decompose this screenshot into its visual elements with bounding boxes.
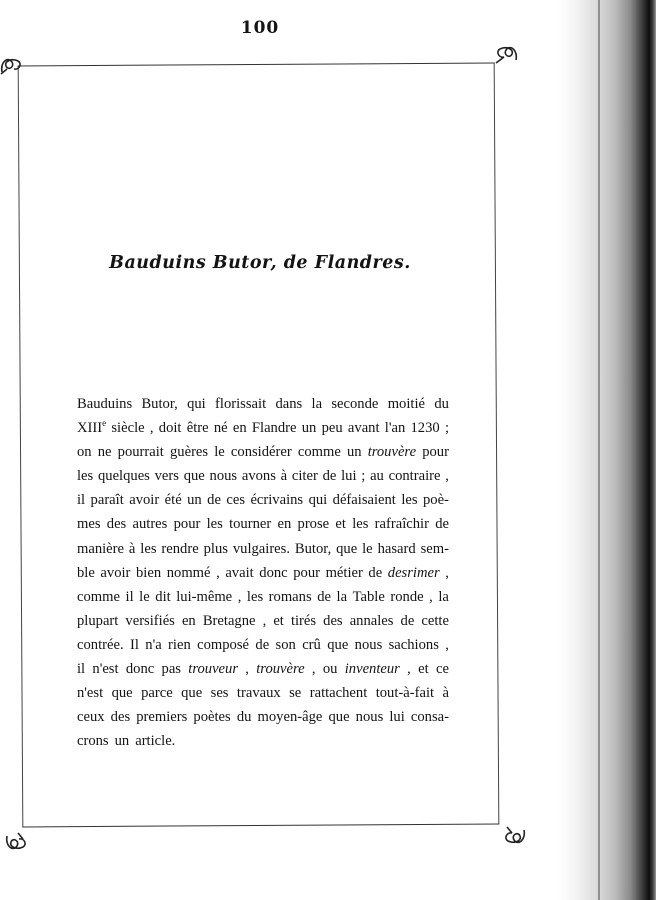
word: avons bbox=[241, 468, 276, 485]
word: trouvère bbox=[256, 661, 305, 678]
text-line bbox=[77, 585, 449, 609]
word: un bbox=[301, 420, 317, 437]
word: guères bbox=[170, 444, 209, 461]
word: ; bbox=[444, 420, 449, 437]
superscript: e bbox=[102, 418, 107, 429]
word: ces bbox=[226, 492, 245, 509]
text-line bbox=[77, 705, 449, 729]
word: romans bbox=[268, 588, 312, 605]
text-line bbox=[77, 440, 449, 464]
word: comme bbox=[77, 588, 120, 605]
word: à bbox=[128, 540, 136, 557]
word: rattachent bbox=[309, 685, 368, 702]
word: premiers bbox=[136, 709, 188, 726]
word: nous bbox=[354, 636, 383, 653]
word: , bbox=[216, 564, 220, 581]
word: de bbox=[368, 564, 383, 581]
word: de bbox=[435, 516, 449, 533]
word: à bbox=[280, 468, 288, 485]
text-line bbox=[77, 537, 449, 561]
word: qui bbox=[187, 396, 206, 412]
word: siècle bbox=[111, 420, 145, 437]
word: de bbox=[400, 612, 415, 629]
word: être bbox=[186, 420, 209, 437]
word: rendre bbox=[161, 540, 199, 557]
text-line bbox=[77, 633, 449, 657]
text-line bbox=[77, 729, 449, 753]
word: ou bbox=[322, 661, 338, 678]
word: autres bbox=[132, 516, 168, 533]
word: il bbox=[77, 492, 86, 509]
word: de bbox=[255, 636, 270, 653]
word: Butor, bbox=[141, 396, 178, 412]
word: lui-même bbox=[176, 588, 233, 605]
floral-knot-icon bbox=[494, 40, 520, 66]
word: du bbox=[236, 709, 252, 726]
word: de bbox=[317, 588, 331, 605]
word: ses bbox=[210, 685, 229, 702]
word: que bbox=[183, 468, 205, 485]
word: poètes bbox=[193, 709, 231, 726]
word: pas bbox=[161, 661, 181, 678]
word: trouveur bbox=[188, 661, 238, 678]
word: , bbox=[429, 588, 433, 605]
word: Bretagne bbox=[202, 612, 256, 629]
word: vulgaires. bbox=[232, 540, 290, 557]
word: en bbox=[232, 420, 247, 437]
word: qui bbox=[308, 492, 328, 509]
word: quelques bbox=[97, 468, 150, 485]
word: pour bbox=[422, 444, 449, 461]
word: composé bbox=[197, 636, 250, 653]
word: manière bbox=[77, 540, 124, 557]
text-line bbox=[77, 561, 449, 585]
word: que bbox=[327, 636, 349, 653]
word: et bbox=[418, 661, 429, 678]
word: le bbox=[139, 588, 150, 605]
word: avoir bbox=[129, 492, 160, 509]
word: poè- bbox=[422, 492, 449, 509]
page-number: 100 bbox=[240, 18, 280, 38]
word: Table bbox=[352, 588, 385, 605]
word: que bbox=[328, 709, 350, 726]
word: rafraîchir bbox=[374, 516, 429, 533]
page-gutter-line bbox=[598, 0, 600, 900]
word: , bbox=[445, 564, 449, 581]
word: Il bbox=[129, 636, 139, 653]
word: nommé bbox=[166, 564, 211, 581]
word: parce bbox=[141, 685, 173, 702]
word: métier bbox=[325, 564, 363, 581]
word: que bbox=[181, 685, 203, 702]
word: le bbox=[362, 540, 373, 557]
floral-knot-icon bbox=[3, 830, 29, 856]
word: nous bbox=[355, 709, 384, 726]
text-line bbox=[77, 416, 449, 440]
word: les bbox=[77, 468, 94, 485]
word: , bbox=[149, 420, 154, 437]
chapter-title: Bauduins Butor, de Flandres. bbox=[109, 253, 411, 273]
word: les bbox=[401, 492, 418, 509]
word: ble bbox=[77, 564, 95, 581]
text-line bbox=[77, 488, 449, 512]
word: sachions bbox=[388, 636, 439, 653]
word: moitié bbox=[387, 396, 425, 412]
word: , bbox=[245, 661, 249, 678]
word: rien bbox=[168, 636, 191, 653]
word: , bbox=[311, 661, 316, 678]
word: considérer bbox=[230, 444, 292, 461]
word: peu bbox=[321, 420, 343, 437]
word: contrée. bbox=[77, 636, 124, 653]
word: de bbox=[207, 492, 221, 509]
word: desrimer bbox=[387, 564, 440, 581]
word: pourrait bbox=[117, 444, 164, 461]
word: en bbox=[277, 516, 292, 533]
word: Bauduins bbox=[77, 396, 133, 412]
word: , bbox=[237, 588, 242, 605]
word: n'a bbox=[145, 636, 162, 653]
word: crons bbox=[77, 733, 109, 750]
word: seconde bbox=[331, 396, 379, 412]
word: des bbox=[323, 612, 343, 629]
word: avait bbox=[225, 564, 254, 581]
word: ceux bbox=[77, 709, 105, 726]
body-paragraph bbox=[77, 392, 449, 753]
word: , bbox=[407, 661, 411, 678]
word: versifiés bbox=[125, 612, 175, 629]
word: on bbox=[77, 444, 92, 461]
word: crû bbox=[302, 636, 321, 653]
word: bien bbox=[136, 564, 162, 581]
word: le bbox=[214, 444, 225, 461]
text-line bbox=[77, 657, 449, 681]
word: mes bbox=[77, 516, 101, 533]
text-line bbox=[77, 512, 449, 536]
word: trouvère bbox=[367, 444, 417, 461]
word: un bbox=[187, 492, 202, 509]
word: lui bbox=[389, 709, 405, 726]
word: citer bbox=[291, 468, 318, 485]
word: avoir bbox=[100, 564, 131, 581]
word: , bbox=[262, 612, 267, 629]
word: les bbox=[352, 516, 369, 533]
word: sem- bbox=[420, 540, 449, 557]
word: comme bbox=[297, 444, 341, 461]
word: florissait bbox=[215, 396, 267, 412]
word: prose bbox=[297, 516, 330, 533]
word: tirés bbox=[290, 612, 317, 629]
word: donc bbox=[259, 564, 288, 581]
word: ronde bbox=[390, 588, 424, 605]
word: article. bbox=[135, 733, 176, 750]
word: les bbox=[246, 588, 264, 605]
text-line bbox=[77, 392, 449, 416]
word: vers bbox=[154, 468, 179, 485]
word: défaisaient bbox=[332, 492, 396, 509]
word: tout-à-fait bbox=[375, 685, 435, 702]
page-gutter-shadow bbox=[558, 0, 656, 900]
word: donc bbox=[125, 661, 155, 678]
word: travaux bbox=[236, 685, 281, 702]
word: XIII bbox=[77, 420, 103, 437]
word: , bbox=[445, 636, 449, 653]
word: paraît bbox=[90, 492, 124, 509]
word: son bbox=[275, 636, 296, 653]
word: dit bbox=[155, 588, 171, 605]
word: des bbox=[106, 516, 127, 533]
word: de bbox=[322, 468, 337, 485]
word: été bbox=[164, 492, 182, 509]
word: 1230 bbox=[410, 420, 440, 437]
word: plus bbox=[203, 540, 228, 557]
word: que bbox=[336, 540, 358, 557]
word: la bbox=[336, 588, 348, 605]
word: un bbox=[114, 733, 130, 750]
word: la bbox=[311, 396, 323, 412]
word: et bbox=[273, 612, 284, 629]
word: ne bbox=[97, 444, 112, 461]
word: cette bbox=[421, 612, 449, 629]
word: il bbox=[77, 661, 86, 678]
word: l'an bbox=[384, 420, 406, 437]
word: il bbox=[125, 588, 134, 605]
word: dans bbox=[275, 396, 303, 412]
word-with-superscript bbox=[77, 416, 106, 440]
word: que bbox=[111, 685, 133, 702]
word: ; bbox=[361, 468, 366, 485]
word: un bbox=[346, 444, 362, 461]
word: ce bbox=[435, 661, 449, 678]
word: pour bbox=[173, 516, 201, 533]
floral-knot-icon bbox=[502, 824, 528, 850]
word: n'est bbox=[77, 685, 104, 702]
word: moyen-âge bbox=[257, 709, 323, 726]
word: doit bbox=[158, 420, 182, 437]
word: du bbox=[434, 396, 449, 412]
word: inventeur bbox=[344, 661, 400, 678]
word: Butor, bbox=[294, 540, 332, 557]
word: lui bbox=[341, 468, 357, 485]
word: consa- bbox=[410, 709, 449, 726]
word: contraire bbox=[388, 468, 441, 485]
word: se bbox=[289, 685, 302, 702]
word: plupart bbox=[77, 612, 119, 629]
word: des bbox=[110, 709, 131, 726]
word: tourner bbox=[229, 516, 272, 533]
word: les bbox=[140, 540, 157, 557]
word: , bbox=[445, 468, 449, 485]
word: écrivains bbox=[250, 492, 304, 509]
word: né bbox=[213, 420, 228, 437]
word: avant bbox=[347, 420, 380, 437]
word: au bbox=[370, 468, 384, 485]
word: pour bbox=[293, 564, 320, 581]
word: la bbox=[438, 588, 449, 605]
word: Flandre bbox=[251, 420, 297, 437]
text-line bbox=[77, 681, 449, 705]
word: hasard bbox=[377, 540, 416, 557]
word: et bbox=[335, 516, 346, 533]
word: annales bbox=[349, 612, 394, 629]
word: à bbox=[442, 685, 449, 702]
text-line bbox=[77, 609, 449, 633]
word: en bbox=[181, 612, 196, 629]
word: n'est bbox=[92, 661, 119, 678]
word: nous bbox=[209, 468, 238, 485]
text-line bbox=[77, 464, 449, 488]
floral-knot-icon bbox=[0, 52, 24, 78]
word: les bbox=[206, 516, 223, 533]
